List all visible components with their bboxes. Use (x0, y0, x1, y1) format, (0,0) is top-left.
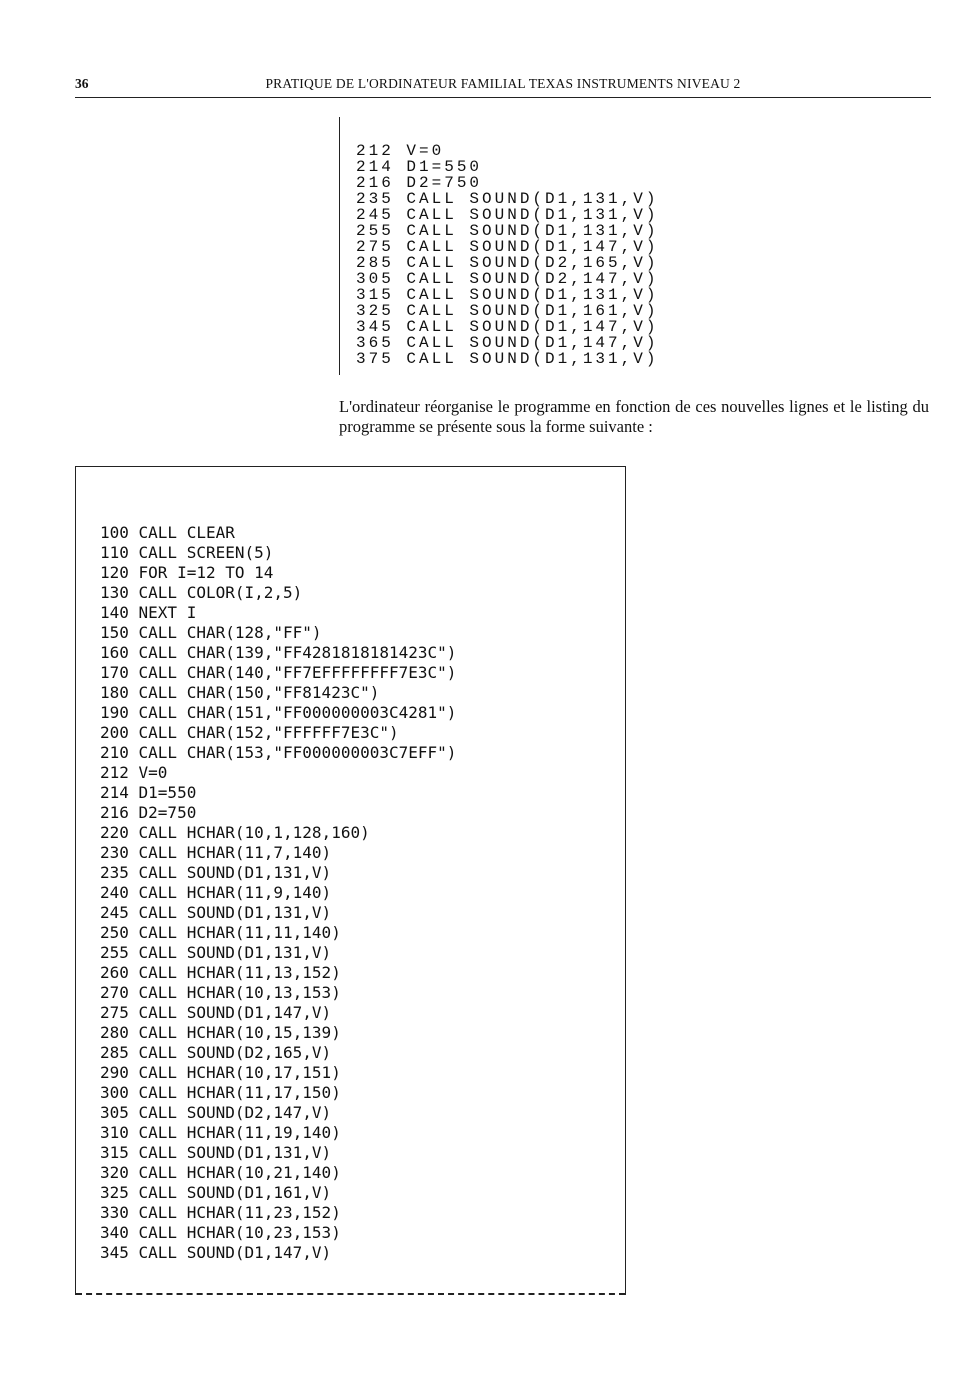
program-line: 214 D1=550 (100, 783, 197, 802)
listing-line: 325 CALL SOUND(D1,161,V) (356, 302, 659, 320)
program-line: 305 CALL SOUND(D2,147,V) (100, 1103, 332, 1122)
program-line: 285 CALL SOUND(D2,165,V) (100, 1043, 332, 1062)
listing-line: 345 CALL SOUND(D1,147,V) (356, 318, 659, 336)
program-line: 220 CALL HCHAR(10,1,128,160) (100, 823, 370, 842)
program-line: 330 CALL HCHAR(11,23,152) (100, 1203, 341, 1222)
program-line: 340 CALL HCHAR(10,23,153) (100, 1223, 341, 1242)
program-line: 260 CALL HCHAR(11,13,152) (100, 963, 341, 982)
program-line: 320 CALL HCHAR(10,21,140) (100, 1163, 341, 1182)
program-line: 345 CALL SOUND(D1,147,V) (100, 1243, 332, 1262)
program-line: 300 CALL HCHAR(11,17,150) (100, 1083, 341, 1102)
page-header (75, 76, 931, 96)
continuation-dashed-line (76, 1293, 625, 1295)
program-line: 315 CALL SOUND(D1,131,V) (100, 1143, 332, 1162)
program-line: 325 CALL SOUND(D1,161,V) (100, 1183, 332, 1202)
listing-line: 245 CALL SOUND(D1,131,V) (356, 206, 659, 224)
listing-line: 214 D1=550 (356, 158, 483, 176)
body-paragraph: L'ordinateur réorganise le programme en fonction de ces nouvelles lignes et le listing du programme se présente sous la forme suivante : (339, 397, 929, 436)
program-line: 200 CALL CHAR(152,"FFFFFF7E3C") (100, 723, 399, 742)
page-number: 36 (75, 76, 89, 91)
header-rule (75, 97, 931, 98)
listing-line: 275 CALL SOUND(D1,147,V) (356, 238, 659, 256)
program-line: 250 CALL HCHAR(11,11,140) (100, 923, 341, 942)
program-listing-box (75, 466, 626, 1295)
program-line: 110 CALL SCREEN(5) (100, 543, 274, 562)
program-line: 130 CALL COLOR(I,2,5) (100, 583, 303, 602)
program-line: 245 CALL SOUND(D1,131,V) (100, 903, 332, 922)
program-line: 275 CALL SOUND(D1,147,V) (100, 1003, 332, 1022)
program-line: 150 CALL CHAR(128,"FF") (100, 623, 322, 642)
program-line: 255 CALL SOUND(D1,131,V) (100, 943, 332, 962)
listing-line: 375 CALL SOUND(D1,131,V) (356, 350, 659, 368)
program-line: 180 CALL CHAR(150,"FF81423C") (100, 683, 380, 702)
listing-line: 285 CALL SOUND(D2,165,V) (356, 254, 659, 272)
listing-line: 235 CALL SOUND(D1,131,V) (356, 190, 659, 208)
listing-line: 216 D2=750 (356, 174, 483, 192)
program-line: 216 D2=750 (100, 803, 197, 822)
program-line: 100 CALL CLEAR (100, 523, 235, 542)
program-line: 160 CALL CHAR(139,"FF4281818181423C") (100, 643, 457, 662)
listing-line: 305 CALL SOUND(D2,147,V) (356, 270, 659, 288)
program-line: 210 CALL CHAR(153,"FF000000003C7EFF") (100, 743, 457, 762)
program-line: 240 CALL HCHAR(11,9,140) (100, 883, 332, 902)
running-title: PRATIQUE DE L'ORDINATEUR FAMILIAL TEXAS INSTRUMENTS NIVEAU 2 (265, 76, 741, 91)
program-line: 212 V=0 (100, 763, 168, 782)
program-line: 120 FOR I=12 TO 14 (100, 563, 274, 582)
program-line: 290 CALL HCHAR(10,17,151) (100, 1063, 341, 1082)
program-line: 280 CALL HCHAR(10,15,139) (100, 1023, 341, 1042)
listing-line: 365 CALL SOUND(D1,147,V) (356, 334, 659, 352)
listing-line: 255 CALL SOUND(D1,131,V) (356, 222, 659, 240)
program-line: 140 NEXT I (100, 603, 197, 622)
program-line: 170 CALL CHAR(140,"FF7EFFFFFFFF7E3C") (100, 663, 457, 682)
program-line: 190 CALL CHAR(151,"FF000000003C4281") (100, 703, 457, 722)
listing-line: 212 V=0 (356, 142, 445, 160)
listing-line: 315 CALL SOUND(D1,131,V) (356, 286, 659, 304)
program-line: 270 CALL HCHAR(10,13,153) (100, 983, 341, 1002)
program-line: 310 CALL HCHAR(11,19,140) (100, 1123, 341, 1142)
inserted-lines-listing (339, 117, 760, 375)
program-line: 230 CALL HCHAR(11,7,140) (100, 843, 332, 862)
program-line: 235 CALL SOUND(D1,131,V) (100, 863, 332, 882)
